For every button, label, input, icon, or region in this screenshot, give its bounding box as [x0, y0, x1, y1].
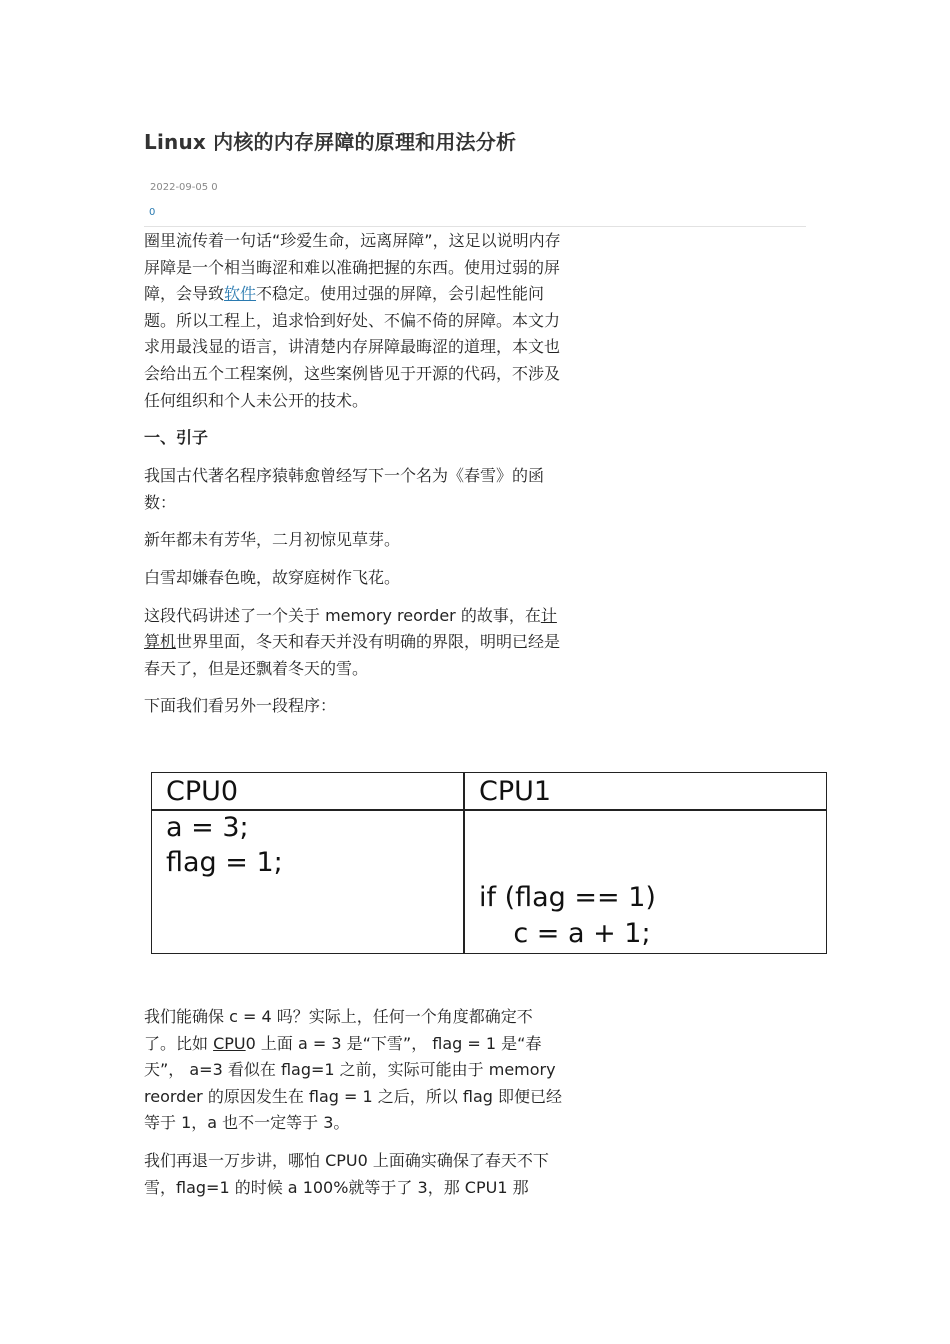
reorder-text-end: 世界里面，冬天和春天并没有明确的界限，明明已经是春天了，但是还飘着冬天的雪。: [144, 632, 561, 678]
page-title: Linux 内核的内存屏障的原理和用法分析: [144, 130, 517, 154]
intro-text-end: 不稳定。使用过强的屏障，会引起性能问题。所以工程上，追求恰到好处、不偏不倚的屏障。本文力求用最浅显的语言，讲清楚内存屏障最晦涩的道理，本文也会给出五个工程案例，这些案例皆见于开源的代码，不涉及任何组织和个人未公开的技术。: [144, 284, 561, 410]
software-link[interactable]: 软件: [224, 284, 257, 304]
section-heading: 一、引子: [144, 428, 209, 448]
article-body: [144, 228, 564, 731]
paragraph-step-back: 我们再退一万步讲，哪怕 CPU0 上面确实确保了春天不下雪，flag=1 的时候 a 100%就等于了 3，那 CPU1 那: [144, 1150, 549, 1197]
intro-paragraph: [144, 228, 564, 414]
cpu1-code-line-1: if (flag == 1): [479, 882, 656, 913]
cpu0-header: CPU0: [166, 776, 239, 807]
paragraph-memory-reorder: [144, 603, 564, 683]
poem-line-2: 白雪却嫌春色晚，故穿庭树作飞花。: [144, 567, 401, 587]
paragraph-c-equals-4: [144, 1004, 564, 1137]
publish-date: 2022-09-05 0: [150, 182, 218, 193]
c4-text-end: 0 上面 a = 3 是“下雪”， flag = 1 是“春天”， a=3 看似在 flag=1 之前，实际可能由于 memory reorder 的原因发生在 flag = 1 之后，所以 flag 即便已经等于 1，a 也不一定等于 3。: [144, 1033, 563, 1133]
intro-text-start: 圈里流传着一句话“珍爱生命，远离屏障”，这足以说明内存屏障是一个相当晦涩和难以准确把握的东西。使用过弱的屏障，会导致: [144, 231, 561, 304]
article-body-continued: [144, 1004, 564, 1212]
cpu1-header: CPU1: [479, 776, 552, 807]
cpu-code-table: [151, 772, 827, 954]
cpu1-code-line-2: c = a + 1;: [479, 918, 651, 949]
reorder-text-start: 这段代码讲述了一个关于 memory reorder 的故事，在: [144, 605, 541, 625]
cpu0-code-line-1: a = 3;: [166, 812, 249, 843]
paragraph-function-intro: 我国古代著名程序猿韩愈曾经写下一个名为《春雪》的函数：: [144, 466, 545, 512]
cpu-term[interactable]: CPU: [213, 1033, 246, 1053]
table-row-divider: [152, 809, 826, 811]
header-divider: [144, 226, 806, 227]
cpu0-code-line-2: flag = 1;: [166, 847, 283, 878]
view-count-link[interactable]: 0: [149, 207, 156, 218]
computer-term[interactable]: 计算机: [144, 605, 557, 652]
table-column-divider: [463, 773, 465, 953]
c4-text-start: 我们能确保 c = 4 吗？实际上，任何一个角度都确定不了。比如: [144, 1007, 533, 1053]
paragraph-another-program: 下面我们看另外一段程序：: [144, 696, 337, 716]
poem-line-1: 新年都未有芳华，二月初惊见草芽。: [144, 530, 401, 550]
